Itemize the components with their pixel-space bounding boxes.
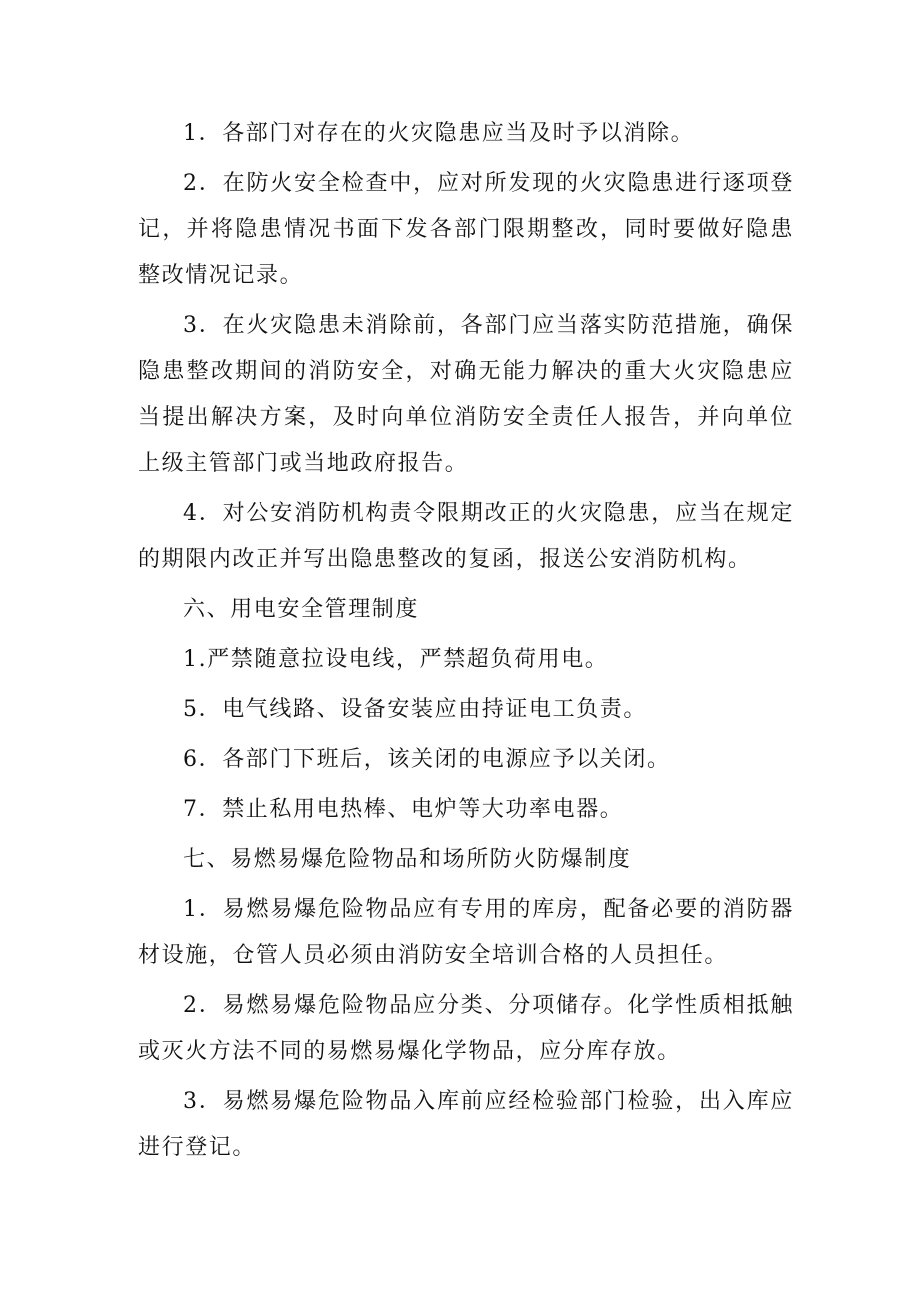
paragraph-2: 2．在防火安全检查中，应对所发现的火灾隐患进行逐项登记，并将隐患情况书面下发各部门限期整改，同时要做好隐患整改情况记录。 [138,171,794,288]
paragraph-10: 2．易燃易爆危险物品应分类、分项储存。化学性质相抵触或灭火方法不同的易燃易爆化学物品，应分库存放。 [138,993,794,1064]
paragraph-7: 6．各部门下班后，该关闭的电源应予以关闭。 [183,747,671,772]
paragraph-6: 5．电气线路、设备安装应由持证电工负责。 [183,697,647,722]
section-heading-7: 七、易燃易爆危险物品和场所防火防爆制度 [183,847,632,872]
paragraph-9: 1．易燃易爆危险物品应有专用的库房，配备必要的消防器材设施，仓管人员必须由消防安全培训合格的人员担任。 [138,897,794,968]
paragraph-4: 4．对公安消防机构责令限期改正的火灾隐患，应当在规定的期限内改正并写出隐患整改的复函，报送公安消防机构。 [138,501,794,572]
paragraph-5: 1.严禁随意拉设电线，严禁超负荷用电。 [183,647,609,672]
section-heading-6: 六、用电安全管理制度 [183,597,420,622]
paragraph-1: 1．各部门对存在的火灾隐患应当及时予以消除。 [183,121,695,146]
paragraph-3: 3．在火灾隐患未消除前，各部门应当落实防范措施，确保隐患整改期间的消防安全，对确无能力解决的重大火灾隐患应当提出解决方案，及时向单位消防安全责任人报告，并向单位上级主管部门或当地政府报告。 [138,313,794,476]
document-body [138,111,794,1171]
paragraph-8: 7．禁止私用电热棒、电炉等大功率电器。 [183,797,624,822]
paragraph-11: 3．易燃易爆危险物品入库前应经检验部门检验，出入库应进行登记。 [138,1089,794,1160]
